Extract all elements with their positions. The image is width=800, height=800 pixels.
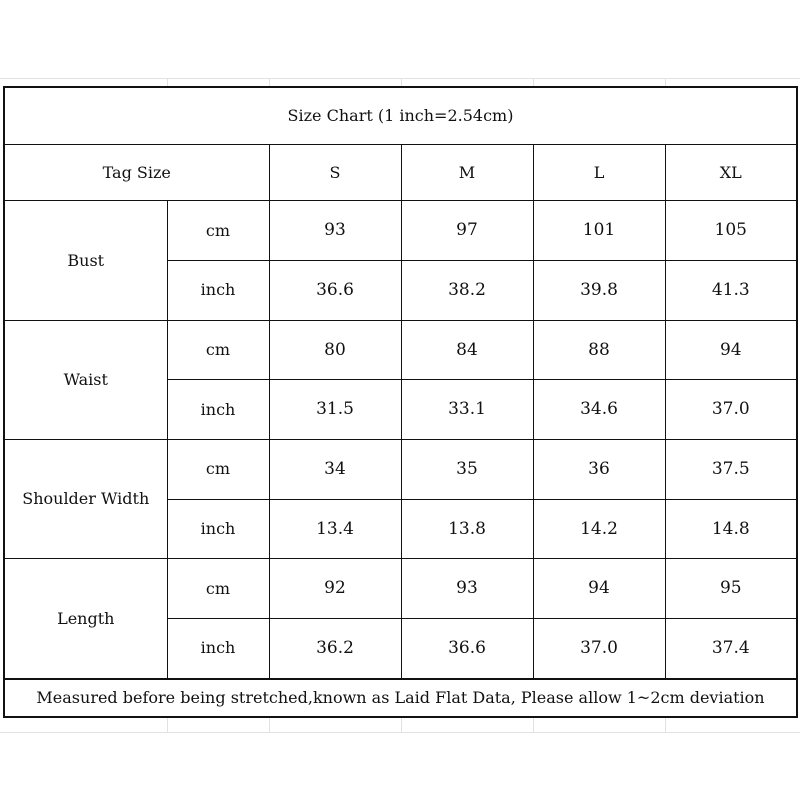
size-header-xl: XL bbox=[665, 144, 797, 201]
size-header-m: M bbox=[401, 144, 533, 201]
value-cell: 37.0 bbox=[533, 618, 665, 678]
value-cell: 37.0 bbox=[665, 380, 797, 440]
value-cell: 36.6 bbox=[401, 618, 533, 678]
grid-line bbox=[533, 78, 534, 86]
value-cell: 35 bbox=[401, 439, 533, 499]
value-cell: 93 bbox=[269, 201, 401, 261]
unit-label: inch bbox=[167, 380, 269, 440]
value-cell: 41.3 bbox=[665, 260, 797, 320]
value-cell: 92 bbox=[269, 559, 401, 619]
chart-title: Size Chart (1 inch=2.54cm) bbox=[4, 87, 797, 144]
grid-line bbox=[167, 718, 168, 732]
value-cell: 36.2 bbox=[269, 618, 401, 678]
value-cell: 36.6 bbox=[269, 260, 401, 320]
table-row bbox=[4, 559, 797, 619]
value-cell: 93 bbox=[401, 559, 533, 619]
value-cell: 94 bbox=[533, 559, 665, 619]
unit-label: inch bbox=[167, 499, 269, 559]
value-cell: 34 bbox=[269, 439, 401, 499]
size-header-l: L bbox=[533, 144, 665, 201]
measurement-label-waist: Waist bbox=[4, 320, 167, 439]
value-cell: 97 bbox=[401, 201, 533, 261]
header-row bbox=[4, 144, 797, 201]
size-chart-table bbox=[3, 86, 798, 718]
table-row bbox=[4, 439, 797, 499]
value-cell: 31.5 bbox=[269, 380, 401, 440]
table-row bbox=[4, 201, 797, 261]
value-cell: 14.2 bbox=[533, 499, 665, 559]
tag-size-header: Tag Size bbox=[4, 144, 269, 201]
grid-line bbox=[665, 78, 666, 86]
grid-line bbox=[167, 78, 168, 86]
footer-row bbox=[4, 679, 797, 718]
value-cell: 34.6 bbox=[533, 380, 665, 440]
value-cell: 14.8 bbox=[665, 499, 797, 559]
value-cell: 33.1 bbox=[401, 380, 533, 440]
value-cell: 36 bbox=[533, 439, 665, 499]
value-cell: 95 bbox=[665, 559, 797, 619]
value-cell: 88 bbox=[533, 320, 665, 380]
title-row bbox=[4, 87, 797, 144]
grid-line bbox=[0, 732, 800, 733]
unit-label: cm bbox=[167, 320, 269, 380]
grid-line bbox=[401, 718, 402, 732]
measurement-label-shoulder-width: Shoulder Width bbox=[4, 439, 167, 558]
grid-line bbox=[269, 718, 270, 732]
unit-label: inch bbox=[167, 260, 269, 320]
grid-line bbox=[0, 78, 800, 79]
grid-line bbox=[665, 718, 666, 732]
footer-note: Measured before being stretched,known as Laid Flat Data, Please allow 1~2cm deviation bbox=[4, 679, 797, 718]
value-cell: 37.5 bbox=[665, 439, 797, 499]
table-row bbox=[4, 320, 797, 380]
value-cell: 13.4 bbox=[269, 499, 401, 559]
value-cell: 84 bbox=[401, 320, 533, 380]
unit-label: cm bbox=[167, 439, 269, 499]
value-cell: 94 bbox=[665, 320, 797, 380]
measurement-label-length: Length bbox=[4, 559, 167, 679]
measurement-label-bust: Bust bbox=[4, 201, 167, 320]
grid-line bbox=[533, 718, 534, 732]
size-header-s: S bbox=[269, 144, 401, 201]
value-cell: 13.8 bbox=[401, 499, 533, 559]
unit-label: cm bbox=[167, 201, 269, 261]
unit-label: cm bbox=[167, 559, 269, 619]
value-cell: 37.4 bbox=[665, 618, 797, 678]
unit-label: inch bbox=[167, 618, 269, 678]
value-cell: 80 bbox=[269, 320, 401, 380]
grid-line bbox=[401, 78, 402, 86]
grid-line bbox=[269, 78, 270, 86]
value-cell: 105 bbox=[665, 201, 797, 261]
value-cell: 38.2 bbox=[401, 260, 533, 320]
value-cell: 101 bbox=[533, 201, 665, 261]
value-cell: 39.8 bbox=[533, 260, 665, 320]
